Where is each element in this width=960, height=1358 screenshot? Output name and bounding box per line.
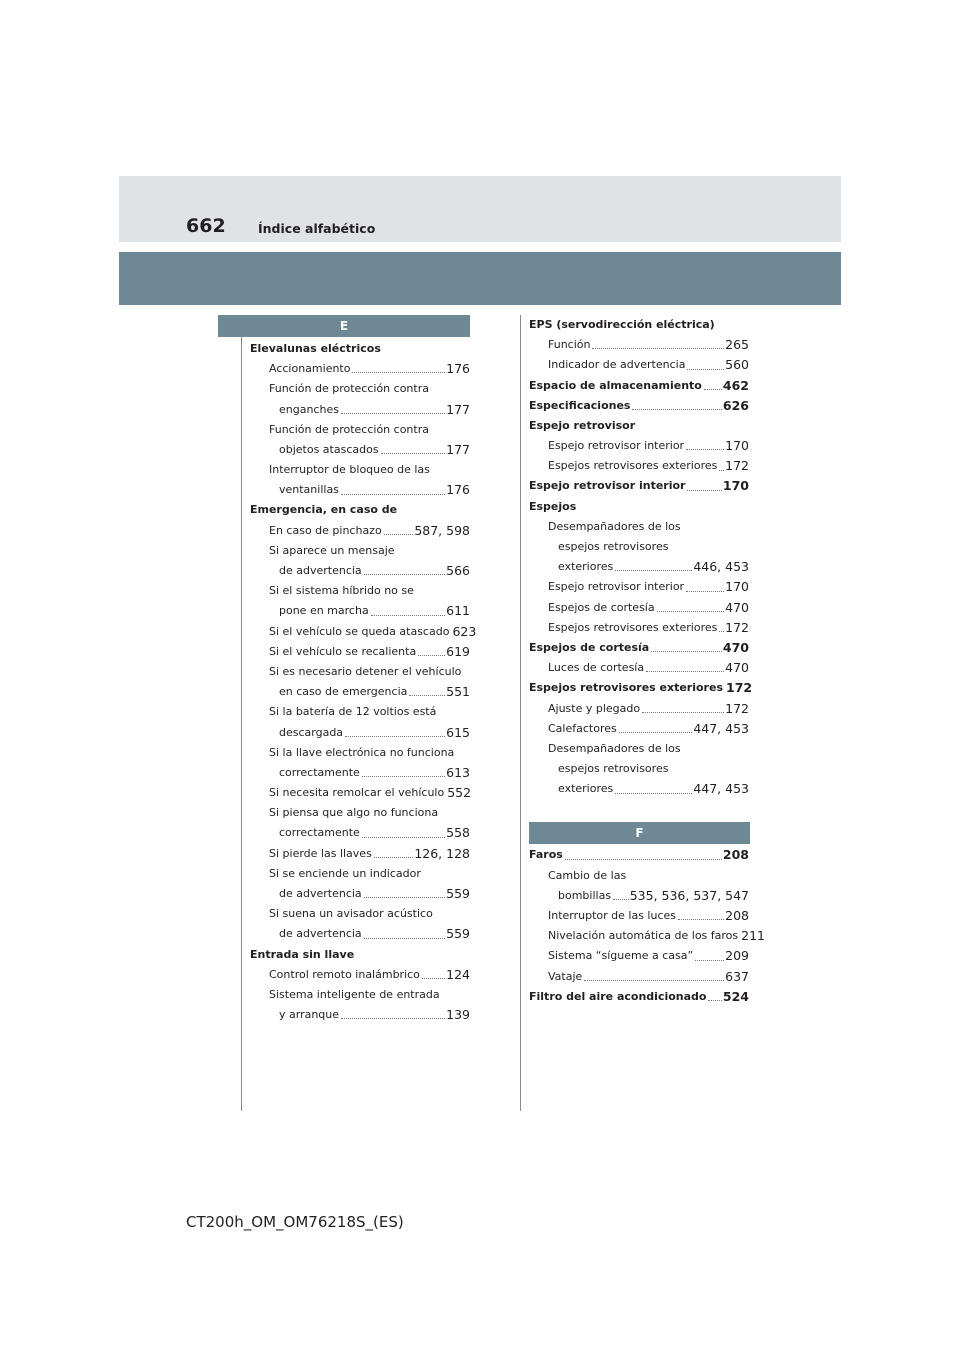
entry-text: correctamente: [279, 826, 360, 840]
leader-dots: [592, 348, 724, 349]
page-reference: 613: [446, 764, 470, 780]
index-entry: [250, 924, 470, 944]
index-entry: [529, 946, 749, 966]
entry-text: EPS (servodirección eléctrica): [529, 317, 715, 331]
leader-dots: [418, 655, 445, 656]
index-entry: [529, 416, 749, 436]
leader-dots: [695, 960, 724, 961]
entry-text: Desempañadores de los: [548, 741, 681, 755]
leader-dots: [341, 413, 445, 414]
index-entry: [529, 987, 749, 1007]
section-letter-f: F: [529, 822, 750, 844]
entry-text: Vataje: [548, 969, 583, 983]
leader-dots: [719, 631, 724, 632]
entry-text: Control remoto inalámbrico: [269, 967, 420, 981]
page-reference: 535, 536, 537, 547: [629, 887, 749, 903]
index-entry: [250, 420, 470, 440]
page-reference: 447, 453: [693, 720, 749, 736]
entry-text: Si el sistema híbrido no se: [269, 584, 414, 598]
index-entry: [250, 521, 470, 541]
index-entry: [250, 803, 470, 823]
leader-dots: [646, 671, 724, 672]
index-entry: [250, 965, 470, 985]
leader-dots: [719, 470, 724, 471]
index-entry: [529, 759, 749, 779]
index-entry: [529, 886, 749, 906]
index-entry: [250, 601, 470, 621]
leader-dots: [687, 369, 724, 370]
page-reference: 139: [446, 1007, 470, 1023]
entry-text: objetos atascados: [279, 442, 379, 456]
page-reference: 470: [725, 660, 749, 676]
entry-text: de advertencia: [279, 927, 362, 941]
leader-dots: [632, 409, 721, 410]
index-entry: [250, 723, 470, 743]
entry-text: Si piensa que algo no funciona: [269, 806, 439, 820]
index-entry: [250, 884, 470, 904]
entry-text: descargada: [279, 725, 344, 739]
index-entry: [250, 1005, 470, 1025]
page-reference: 558: [446, 825, 470, 841]
entry-text: Si el vehículo se recalienta: [269, 644, 417, 658]
leader-dots: [362, 776, 445, 777]
entry-text: enganches: [279, 402, 339, 416]
page-reference: 177: [446, 401, 470, 417]
page-reference: 559: [446, 886, 470, 902]
page-reference: 619: [446, 643, 470, 659]
entry-text: exteriores: [558, 782, 614, 796]
page-reference: 470: [725, 599, 749, 615]
page-reference: 560: [725, 357, 749, 373]
page-reference: 566: [446, 563, 470, 579]
entry-text: Elevalunas eléctricos: [250, 341, 381, 355]
column-divider-middle: [520, 315, 521, 1111]
entry-text: Calefactores: [548, 721, 617, 735]
entry-text: Emergencia, en caso de: [250, 503, 398, 517]
entry-text: de advertencia: [279, 887, 362, 901]
index-entry: [250, 702, 470, 722]
leader-dots: [341, 1018, 445, 1019]
page-reference: 208: [722, 847, 749, 863]
entry-text: espejos retrovisores: [558, 762, 669, 776]
index-entry: [529, 779, 749, 799]
index-entry: [250, 985, 470, 1005]
page-number: 662: [186, 215, 226, 237]
leader-dots: [364, 938, 445, 939]
entry-text: Accionamiento: [269, 362, 351, 376]
entry-text: Función: [548, 338, 591, 352]
leader-dots: [584, 980, 724, 981]
leader-dots: [371, 615, 445, 616]
entry-text: Si pierde las llaves: [269, 846, 372, 860]
index-entry: [250, 460, 470, 480]
entry-text: Interruptor de bloqueo de las: [269, 463, 430, 477]
leader-dots: [384, 534, 414, 535]
entry-text: Espejo retrovisor interior: [529, 479, 686, 493]
leader-dots: [686, 449, 724, 450]
index-entry: [529, 396, 749, 416]
entry-text: bombillas: [558, 888, 612, 902]
index-column-1: [250, 315, 477, 1025]
page-reference: 447, 453: [693, 781, 749, 797]
entry-text: Ajuste y plegado: [548, 701, 641, 715]
index-entry: [250, 945, 470, 965]
entry-text: Entrada sin llave: [250, 947, 355, 961]
header-bar: [119, 252, 841, 305]
page-reference: 623: [452, 623, 477, 639]
page-reference: 470: [722, 639, 749, 655]
entry-text: Espacio de almacenamiento: [529, 378, 702, 392]
page-reference: 172: [725, 619, 749, 635]
page-reference: 615: [446, 724, 470, 740]
entry-text: ventanillas: [279, 483, 339, 497]
page-reference: 209: [725, 948, 749, 964]
column-divider-left: [241, 315, 242, 1111]
page-reference: 446, 453: [693, 559, 749, 575]
entry-text: Especificaciones: [529, 398, 631, 412]
entry-text: Indicador de advertencia: [548, 358, 686, 372]
index-entry: [529, 906, 749, 926]
entry-text: Luces de cortesía: [548, 661, 645, 675]
index-entry: [529, 699, 749, 719]
page-reference: 626: [722, 397, 749, 413]
leader-dots: [381, 453, 446, 454]
leader-dots: [686, 591, 724, 592]
entry-text: Si es necesario detener el vehículo: [269, 664, 462, 678]
entry-text: espejos retrovisores: [558, 540, 669, 554]
leader-dots: [651, 651, 722, 652]
index-entry: [529, 376, 749, 396]
page-reference: 637: [725, 968, 749, 984]
index-entry: [529, 658, 749, 678]
entry-text: Nivelación automática de los faros: [548, 929, 739, 943]
index-entry: [250, 622, 477, 642]
page-reference: 587, 598: [414, 522, 470, 538]
entry-text: pone en marcha: [279, 604, 369, 618]
leader-dots: [422, 978, 445, 979]
index-entry: [529, 577, 749, 597]
section-gap: [529, 800, 749, 822]
entry-text: Espejos retrovisores exteriores: [548, 459, 718, 473]
index-entry: [529, 638, 749, 658]
page-reference: 462: [722, 377, 749, 393]
leader-dots: [687, 490, 721, 491]
index-column-2: [529, 315, 766, 1007]
entry-text: Función de protección contra: [269, 422, 429, 436]
index-entry: [529, 678, 753, 698]
entry-text: Sistema “sígueme a casa”: [548, 949, 694, 963]
index-entry: [529, 436, 749, 456]
index-entry: [529, 926, 766, 946]
entry-text: Desempañadores de los: [548, 519, 681, 533]
index-entry: [250, 501, 470, 521]
index-entries: [529, 315, 753, 800]
leader-dots: [565, 859, 722, 860]
leader-dots: [364, 574, 445, 575]
page-reference: 176: [446, 482, 470, 498]
leader-dots: [374, 857, 414, 858]
index-entry: [250, 763, 470, 783]
page-reference: 172: [725, 458, 749, 474]
entry-text: Espejos retrovisores exteriores: [529, 681, 723, 695]
index-entries: [529, 846, 766, 1008]
leader-dots: [619, 732, 693, 733]
index-entry: [529, 456, 749, 476]
header-band: [119, 176, 841, 242]
page-reference: 170: [725, 579, 749, 595]
index-entry: [529, 335, 749, 355]
leader-dots: [613, 899, 629, 900]
page-reference: 551: [446, 684, 470, 700]
page-reference: 176: [446, 361, 470, 377]
leader-dots: [352, 372, 445, 373]
index-entry: [250, 480, 470, 500]
entry-text: Función de protección contra: [269, 382, 429, 396]
leader-dots: [657, 611, 725, 612]
index-entry: [529, 967, 749, 987]
entry-text: Si aparece un mensaje: [269, 543, 395, 557]
index-entry: [529, 537, 749, 557]
index-entry: [250, 662, 470, 682]
leader-dots: [615, 793, 692, 794]
index-entry: [250, 642, 470, 662]
page-reference: 126, 128: [414, 845, 470, 861]
page-reference: 211: [741, 928, 766, 944]
page-reference: 177: [446, 441, 470, 457]
entry-text: de advertencia: [279, 564, 362, 578]
index-entry: [250, 904, 470, 924]
entry-text: Si la batería de 12 voltios está: [269, 705, 437, 719]
index-entry: [250, 440, 470, 460]
entry-text: Filtro del aire acondicionado: [529, 989, 707, 1003]
index-entries: [250, 339, 477, 1025]
page-reference: 172: [725, 700, 749, 716]
index-entry: [529, 315, 749, 335]
page-reference: 552: [447, 785, 472, 801]
index-entry: [529, 517, 749, 537]
index-entry: [529, 598, 749, 618]
entry-text: Si se enciende un indicador: [269, 866, 421, 880]
entry-text: Espejo retrovisor interior: [548, 439, 685, 453]
entry-text: exteriores: [558, 560, 614, 574]
entry-text: Espejos de cortesía: [529, 640, 650, 654]
page-reference: 170: [722, 478, 749, 494]
index-entry: [529, 866, 749, 886]
leader-dots: [364, 897, 445, 898]
index-entry: [529, 557, 749, 577]
leader-dots: [341, 494, 445, 495]
entry-text: Espejo retrovisor interior: [548, 580, 685, 594]
page-reference: 559: [446, 926, 470, 942]
index-entry: [529, 497, 749, 517]
index-entry: [250, 824, 470, 844]
page-reference: 611: [446, 603, 470, 619]
entry-text: Si suena un avisador acústico: [269, 907, 433, 921]
page-reference: 524: [722, 988, 749, 1004]
leader-dots: [708, 1000, 721, 1001]
index-entry: [250, 379, 470, 399]
entry-text: Espejo retrovisor: [529, 418, 636, 432]
entry-text: en caso de emergencia: [279, 685, 408, 699]
leader-dots: [678, 919, 724, 920]
index-entry: [250, 743, 470, 763]
index-entry: [250, 581, 470, 601]
entry-text: Faros: [529, 848, 563, 862]
entry-text: Interruptor de las luces: [548, 909, 677, 923]
index-entry: [529, 846, 749, 866]
leader-dots: [704, 389, 722, 390]
entry-text: Cambio de las: [548, 868, 627, 882]
entry-text: Si necesita remolcar el vehículo: [269, 786, 445, 800]
page-reference: 124: [446, 966, 470, 982]
entry-text: Espejos retrovisores exteriores: [548, 620, 718, 634]
document-code: CT200h_OM_OM76218S_(ES): [186, 1213, 404, 1231]
section-letter-e: E: [218, 315, 470, 337]
index-entry: [529, 618, 749, 638]
entry-text: Si la llave electrónica no funciona: [269, 745, 455, 759]
entry-text: Espejos de cortesía: [548, 600, 655, 614]
index-entry: [250, 783, 470, 803]
page-reference: 208: [725, 908, 749, 924]
index-entry: [250, 400, 470, 420]
index-entry: [250, 339, 470, 359]
entry-text: correctamente: [279, 765, 360, 779]
entry-text: Espejos: [529, 499, 577, 513]
page-title: Índice alfabético: [258, 221, 376, 236]
page-reference: 172: [726, 680, 753, 696]
entry-text: Si el vehículo se queda atascado: [269, 624, 450, 638]
entry-text: En caso de pinchazo: [269, 523, 382, 537]
entry-text: y arranque: [279, 1008, 340, 1022]
index-entry: [250, 864, 470, 884]
page-reference: 170: [725, 438, 749, 454]
leader-dots: [345, 736, 445, 737]
leader-dots: [615, 570, 692, 571]
index-entry: [529, 719, 749, 739]
index-entry: [529, 355, 749, 375]
leader-dots: [409, 695, 445, 696]
page-reference: 265: [725, 337, 749, 353]
entry-text: Sistema inteligente de entrada: [269, 987, 440, 1001]
leader-dots: [362, 837, 445, 838]
index-entry: [250, 682, 470, 702]
index-entry: [250, 561, 470, 581]
index-entry: [529, 477, 749, 497]
leader-dots: [642, 712, 724, 713]
index-entry: [250, 844, 470, 864]
index-entry: [250, 541, 470, 561]
index-entry: [250, 359, 470, 379]
index-entry: [529, 739, 749, 759]
